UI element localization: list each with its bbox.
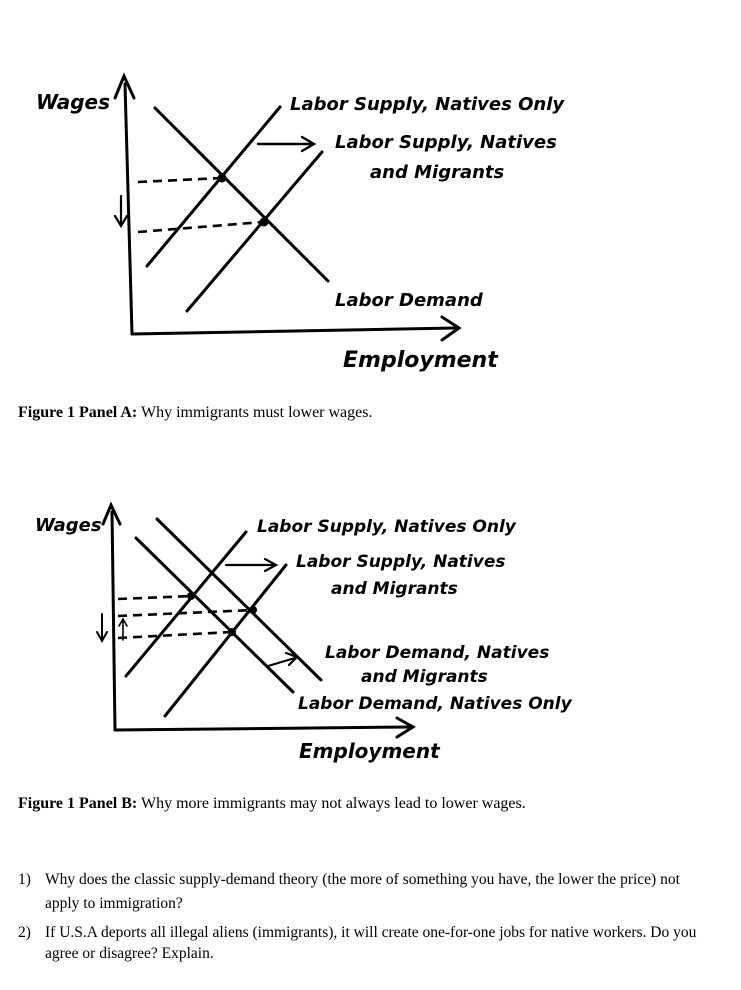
supply-migrants-curve xyxy=(187,152,322,311)
caption-panel-a-text: Why immigrants must lower wages. xyxy=(137,404,373,421)
figure-panel-b xyxy=(0,490,741,780)
equilibrium-point-1 xyxy=(187,592,195,600)
question-item xyxy=(18,922,718,964)
supply-natives-label: Labor Supply, Natives Only xyxy=(290,94,565,115)
equilibrium-point-3 xyxy=(228,628,236,636)
question-number: 2) xyxy=(18,924,31,941)
supply-natives-label: Labor Supply, Natives Only xyxy=(257,517,516,537)
equilibrium-wage-dash-natives xyxy=(138,178,222,182)
y-axis-label: Wages xyxy=(35,515,102,536)
supply-shift-arrow xyxy=(226,559,276,571)
demand-label: Labor Demand xyxy=(335,290,483,311)
y-axis xyxy=(112,512,115,730)
figure-panel-a xyxy=(0,0,741,440)
y-axis-label: Wages xyxy=(36,90,110,114)
question-text: Why does the classic supply-demand theory (the more of something you have, the lower the price) not apply to immigration? xyxy=(45,871,680,912)
x-axis xyxy=(132,328,455,334)
equilibrium-point-2 xyxy=(249,606,257,614)
supply-natives-curve xyxy=(126,532,246,676)
supply-migrants-label-line2: and Migrants xyxy=(370,162,505,183)
question-text: If U.S.A deports all illegal aliens (immigrants), it will create one-for-one jobs for native workers. Do you agree or disagree? Explain. xyxy=(45,924,697,962)
caption-panel-a-label: Figure 1 Panel A: xyxy=(18,404,138,421)
equilibrium-wage-dash-bottom xyxy=(118,632,232,638)
wage-decrease-arrow xyxy=(115,196,127,226)
equilibrium-wage-dash-middle xyxy=(118,610,253,616)
supply-shift-arrow xyxy=(258,137,314,151)
demand-natives-label: Labor Demand, Natives Only xyxy=(298,694,572,714)
supply-migrants-label-line1: Labor Supply, Natives xyxy=(296,552,506,572)
x-axis-label: Employment xyxy=(343,348,498,373)
equilibrium-wage-dash-top xyxy=(118,596,191,599)
question-list xyxy=(18,868,718,970)
question-number: 1) xyxy=(18,871,31,888)
demand-shift-arrow xyxy=(268,653,297,666)
y-axis xyxy=(125,84,132,334)
supply-migrants-label-line2: and Migrants xyxy=(331,579,458,599)
caption-panel-b-label: Figure 1 Panel B: xyxy=(18,795,138,812)
demand-migrants-label-line2: and Migrants xyxy=(361,667,488,687)
supply-migrants-label-line1: Labor Supply, Natives xyxy=(335,132,557,153)
wage-decrease-arrow xyxy=(97,614,107,641)
demand-migrants-label-line1: Labor Demand, Natives xyxy=(325,643,550,663)
question-item xyxy=(18,868,718,916)
caption-panel-b xyxy=(18,795,526,813)
x-axis-label: Employment xyxy=(299,739,440,763)
demand-curve xyxy=(155,108,328,281)
supply-natives-curve xyxy=(147,107,280,266)
equilibrium-point-migrants xyxy=(260,218,269,227)
equilibrium-wage-dash-migrants xyxy=(138,222,263,232)
x-axis xyxy=(115,727,410,730)
caption-panel-a xyxy=(18,404,372,422)
caption-panel-b-text: Why more immigrants may not always lead to lower wages. xyxy=(137,795,526,812)
equilibrium-point-natives xyxy=(218,174,227,183)
